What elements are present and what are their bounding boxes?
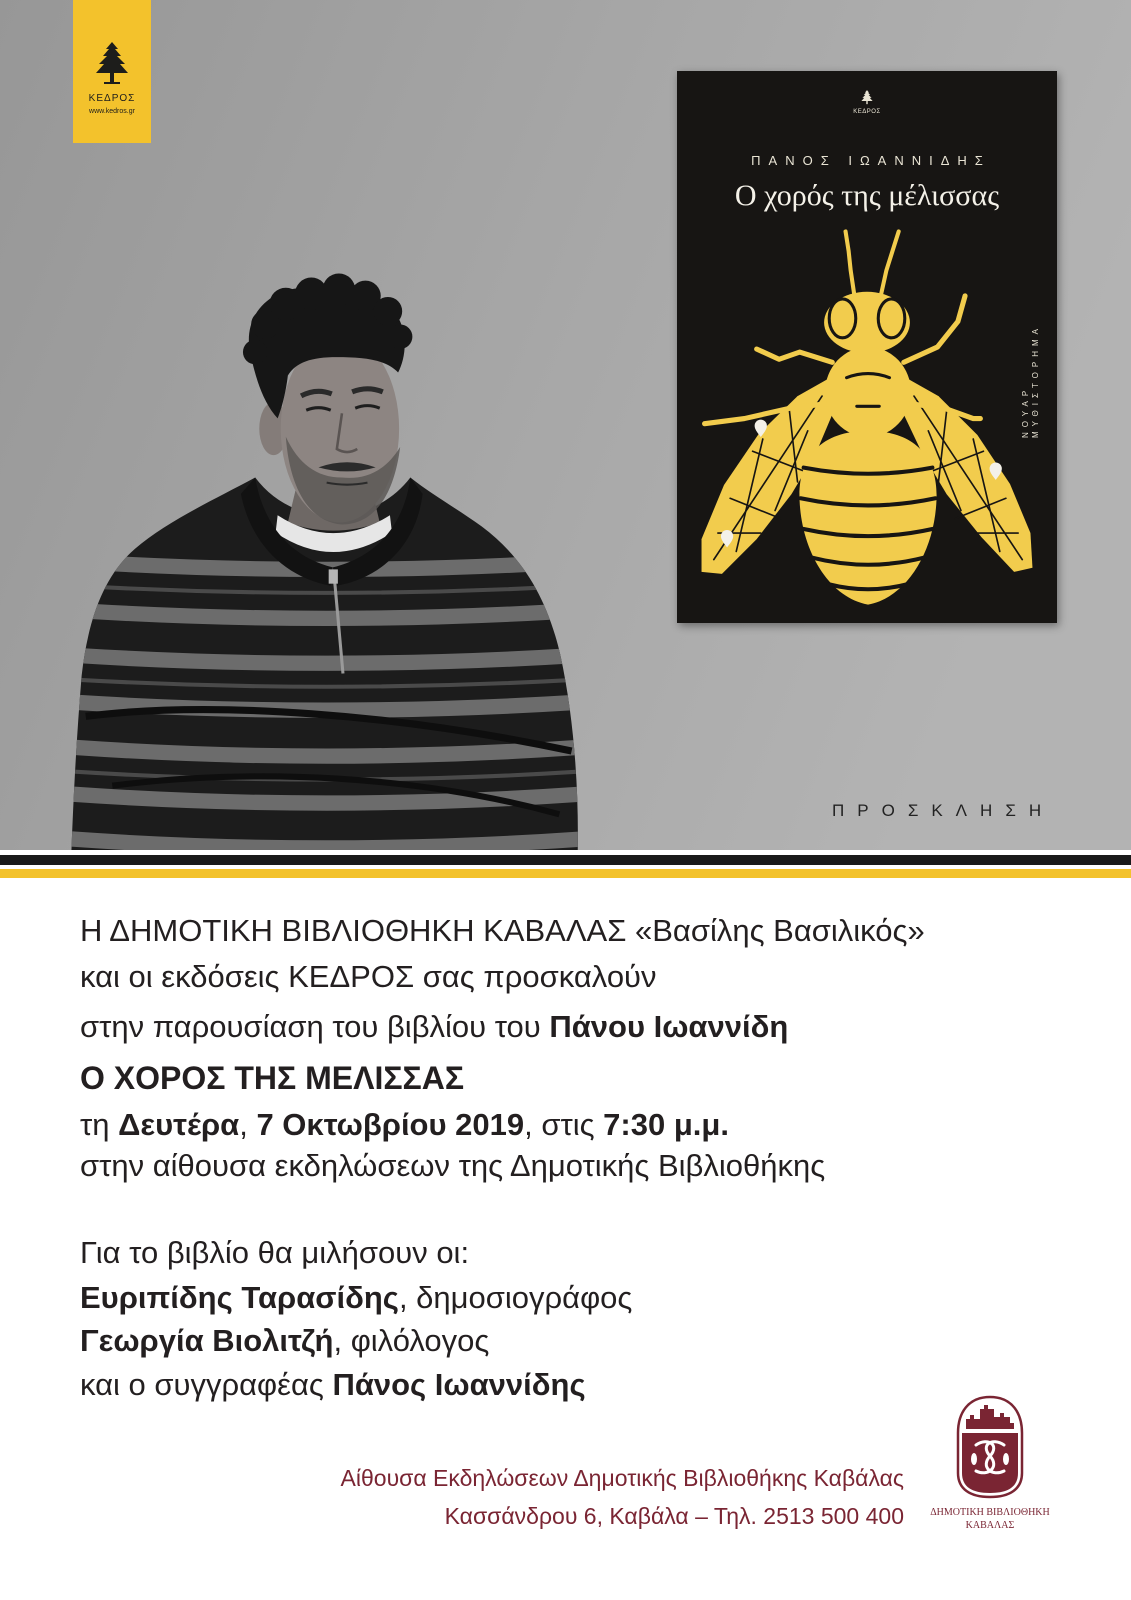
- cedar-tree-icon: [860, 89, 874, 106]
- cover-genre-labels: [1021, 316, 1041, 438]
- event-day: Δευτέρα: [118, 1107, 240, 1142]
- speaker-role: , δημοσιογράφος: [398, 1280, 633, 1315]
- publisher-logo-name: ΚΕΔΡΟΣ: [88, 93, 136, 104]
- bee-thorax: [825, 347, 911, 437]
- author-name: Πάνος Ιωαννίδης: [332, 1367, 586, 1402]
- publisher-logo-tab: [73, 0, 151, 143]
- book-cover: [677, 71, 1057, 623]
- presentation-line: [80, 1009, 788, 1045]
- bee-abdomen: [799, 431, 936, 605]
- speaker-role: , φιλόλογος: [333, 1323, 490, 1358]
- hosts-line: Η ΔΗΜΟΤΙΚΗ ΒΙΒΛΙΟΘΗΚΗ ΚΑΒΑΛΑΣ «Βασίλης Βασιλικός»: [80, 913, 925, 948]
- cover-title: Ο χορός της μέλισσας: [734, 179, 1000, 212]
- book-title: Ο ΧΟΡΟΣ ΤΗΣ ΜΕΛΙΣΣΑΣ: [80, 1060, 465, 1096]
- zipper-pull: [329, 569, 338, 583]
- footer-venue: Αίθουσα Εκδηλώσεων Δημοτικής Βιβλιοθήκης Καβάλας: [340, 1465, 904, 1491]
- cover-genre-label: ΜΥΘΙΣΤΟΡΗΜΑ: [1031, 323, 1040, 438]
- venue-line: στην αίθουσα εκδηλώσεων της Δημοτικής Βιβλιοθήκης: [80, 1148, 826, 1183]
- event-time: 7:30 μ.μ.: [603, 1107, 729, 1142]
- divider-yellow: [0, 869, 1131, 878]
- time-prefix: , στις: [524, 1107, 604, 1142]
- cover-series-label: ΝΟΥΑΡ: [1021, 385, 1030, 438]
- speaker-row: [80, 1280, 632, 1316]
- author-line: [80, 1367, 586, 1403]
- bee-antennae: [846, 231, 899, 297]
- speaker-row: [80, 1323, 489, 1359]
- invitation-label: ΠΡΟΣΚΛΗΣΗ: [832, 801, 1055, 820]
- library-logo-line2: ΚΑΒΑΛΑΣ: [965, 1520, 1015, 1531]
- date-sep: ,: [239, 1107, 257, 1142]
- footer-address: Κασσάνδρου 6, Καβάλα – Τηλ. 2513 500 400: [444, 1503, 904, 1529]
- speaker-name: Γεωργία Βιολιτζή: [80, 1323, 334, 1358]
- cover-publisher-mark: ΚΕΔΡΟΣ: [853, 109, 881, 115]
- divider-black: [0, 855, 1131, 865]
- cedar-tree-icon: [92, 40, 132, 86]
- library-emblem-icon: [954, 1393, 1026, 1500]
- library-logo-line1: ΔΗΜΟΤΙΚΗ ΒΙΒΛΙΟΘΗΚΗ: [930, 1507, 1050, 1518]
- date-prefix: τη: [80, 1107, 119, 1142]
- publisher-website: www.kedros.gr: [89, 108, 135, 115]
- event-date: 7 Οκτωβρίου 2019: [256, 1107, 525, 1142]
- cover-author: ΠΑΝΟΣ ΙΩΑΝΝΙΔΗΣ: [751, 153, 991, 168]
- date-line: [80, 1107, 729, 1143]
- speaker-name: Ευριπίδης Ταρασίδης: [80, 1280, 399, 1315]
- speakers-intro: Για το βιβλίο θα μιλήσουν οι:: [80, 1235, 470, 1270]
- presentation-text: στην παρουσίαση του βιβλίου του: [80, 1009, 550, 1044]
- presentation-author: Πάνου Ιωαννίδη: [549, 1009, 789, 1044]
- publisher-line: και οι εκδόσεις ΚΕΔΡΟΣ σας προσκαλούν: [80, 959, 657, 994]
- author-line-prefix: και ο συγγραφέας: [80, 1367, 333, 1402]
